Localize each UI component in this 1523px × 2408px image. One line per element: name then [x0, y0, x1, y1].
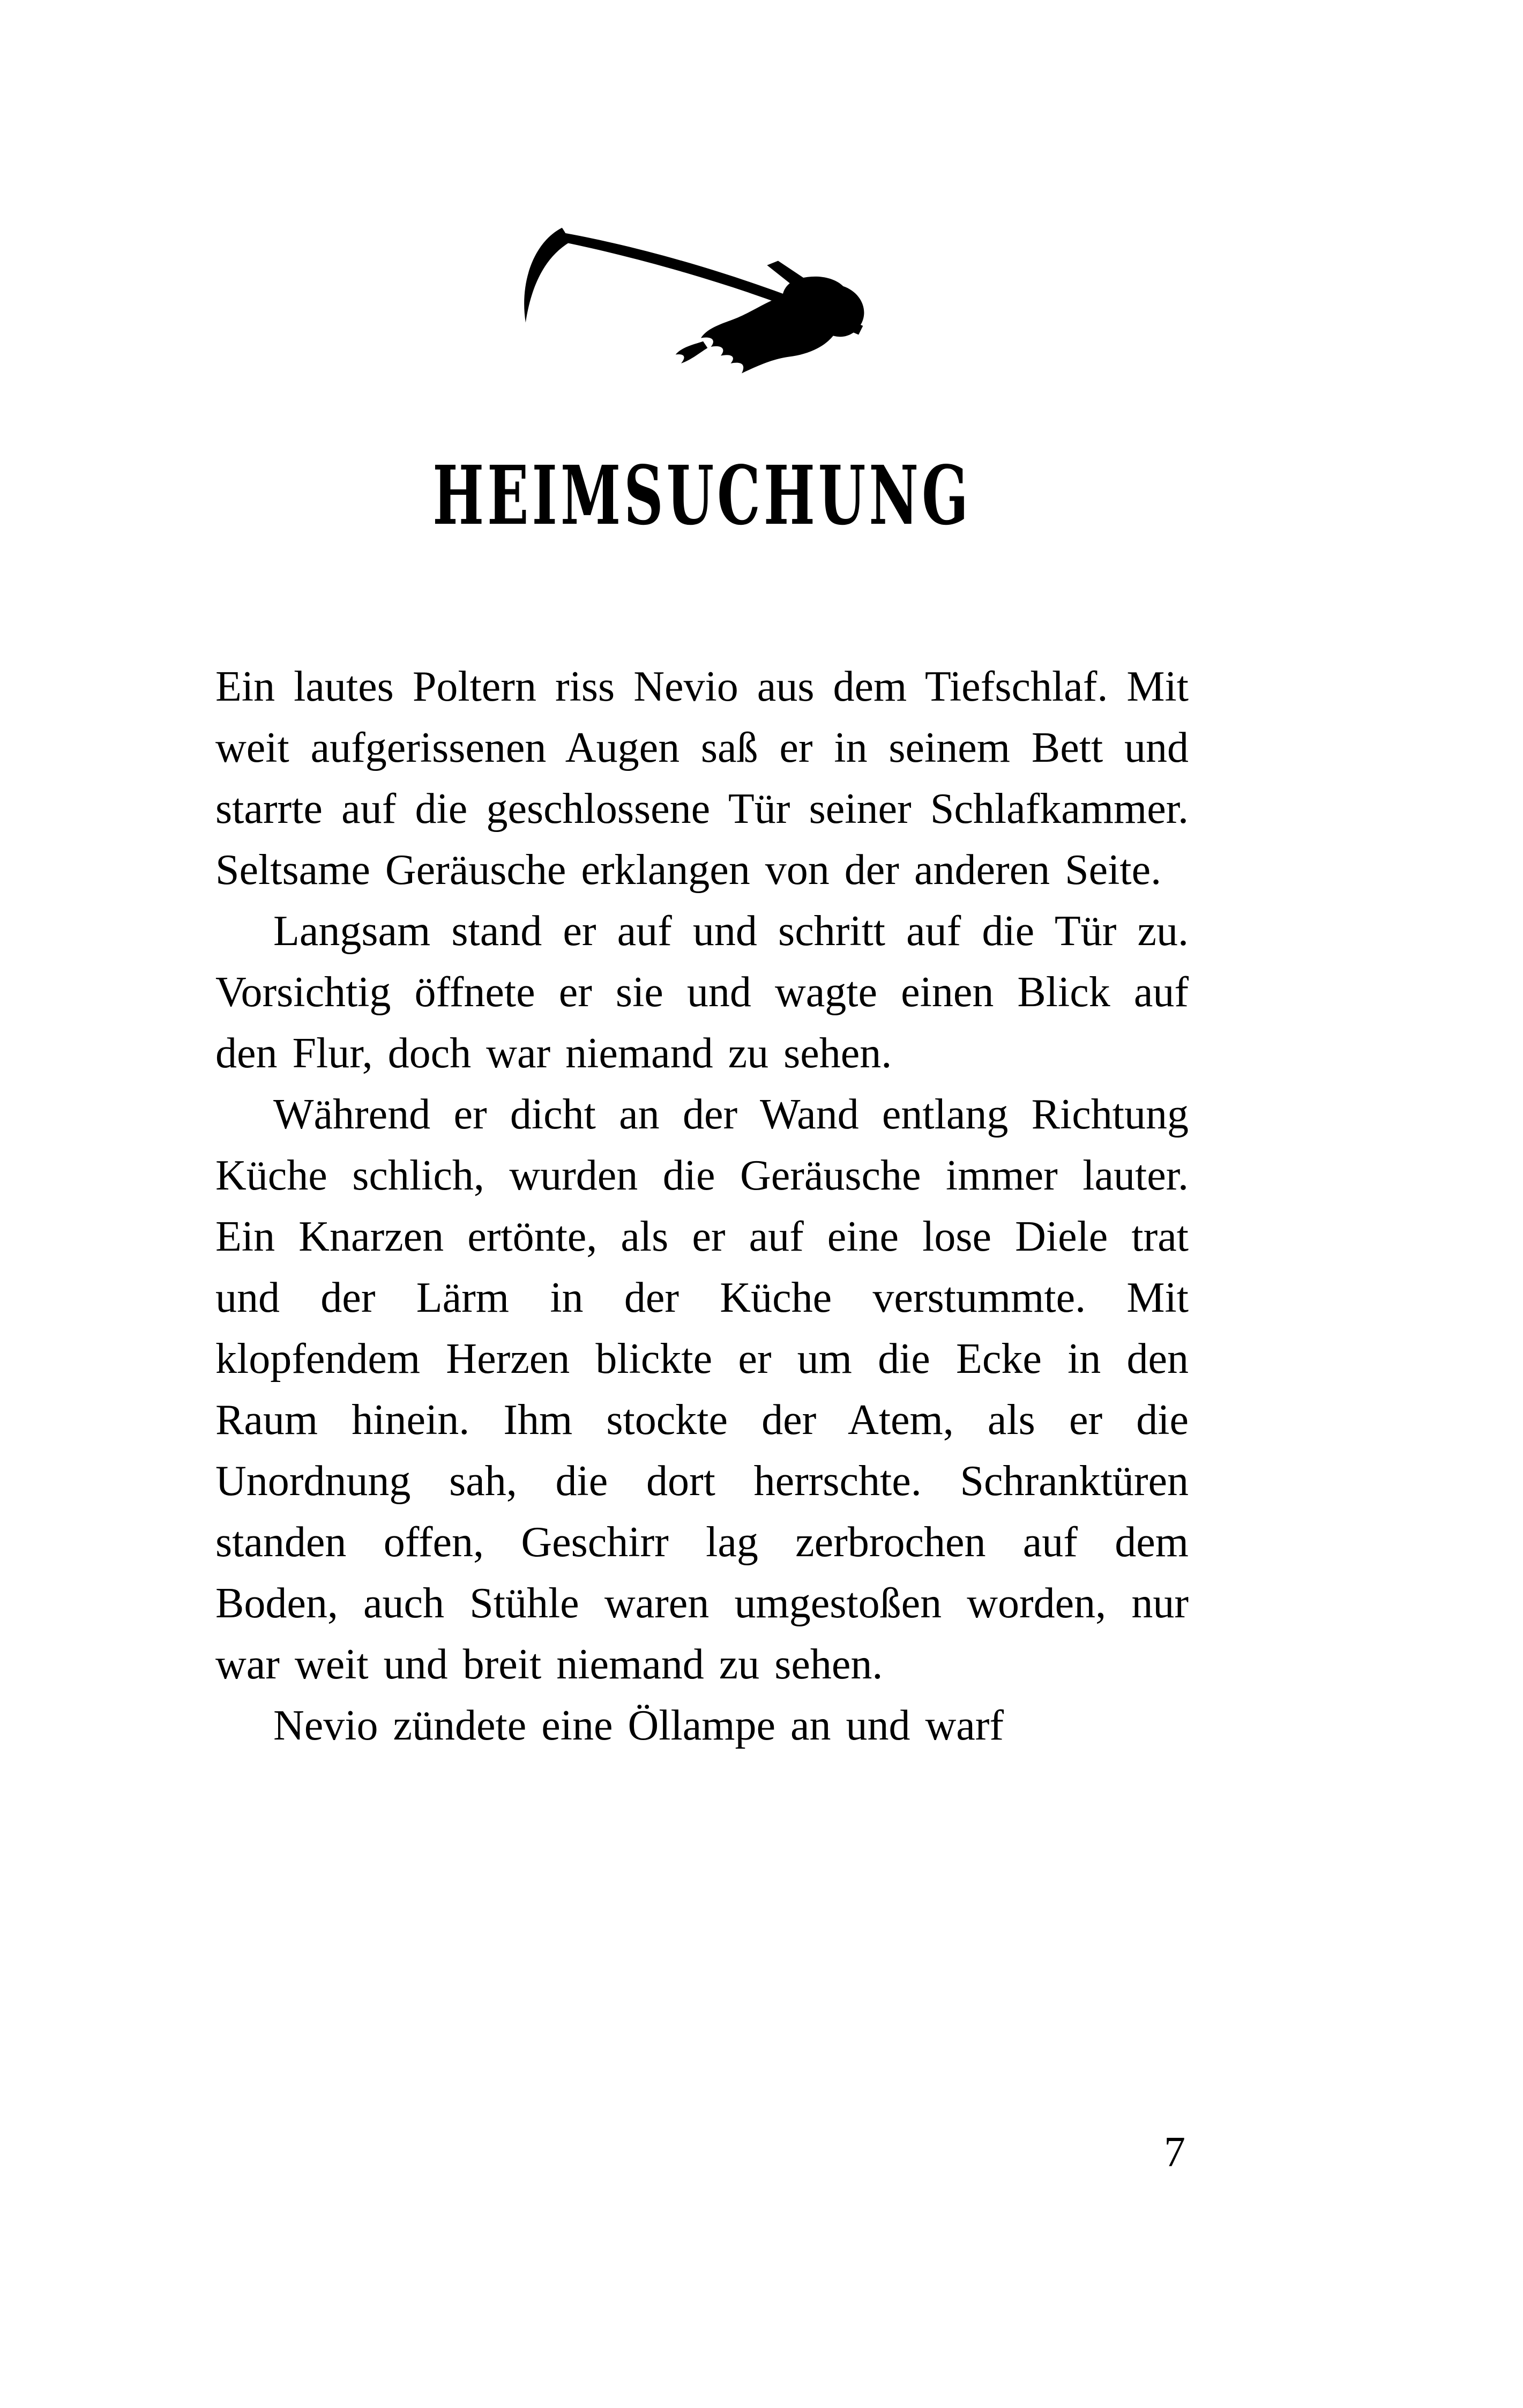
text-column [215, 0, 1189, 2408]
paragraph-2: Langsam stand er auf und schritt auf die Tür zu. Vorsichtig öffnete er sie und wagte einen Blick auf den Flur, doch war niemand zu sehen. [215, 908, 1189, 1077]
chapter-title: HEIMSUCHUNG [432, 448, 972, 543]
paragraph-3: Während er dicht an der Wand entlang Richtung Küche schlich, wurden die Geräusche immer lauter. Ein Knarzen ertönte, als er auf eine lose Diele trat und der Lärm in der Küche verstummte. Mit klopfendem Herzen blickte er um die Ecke in den Raum hinein. Ihm stockte der Atem, als er die Unordnung sah, die dort herrschte. Schranktüren standen offen, Geschirr lag zerbrochen auf dem Boden, auch Stühle waren umgestoßen worden, nur war weit und breit niemand zu sehen. [215, 1091, 1189, 1688]
chapter-body [215, 656, 1189, 1756]
grim-reaper-icon [215, 206, 1189, 410]
paragraph-1: Ein lautes Poltern riss Nevio aus dem Tiefschlaf. Mit weit aufgerissenen Augen saß er in seinem Bett und starrte auf die geschlossene Tür seiner Schlafkammer. Seltsame Geräusche erklangen von der anderen Seite. [215, 663, 1189, 894]
paragraph-4: Nevio zündete eine Öllampe an und warf [273, 1702, 1004, 1749]
page-number: 7 [1164, 2129, 1185, 2176]
